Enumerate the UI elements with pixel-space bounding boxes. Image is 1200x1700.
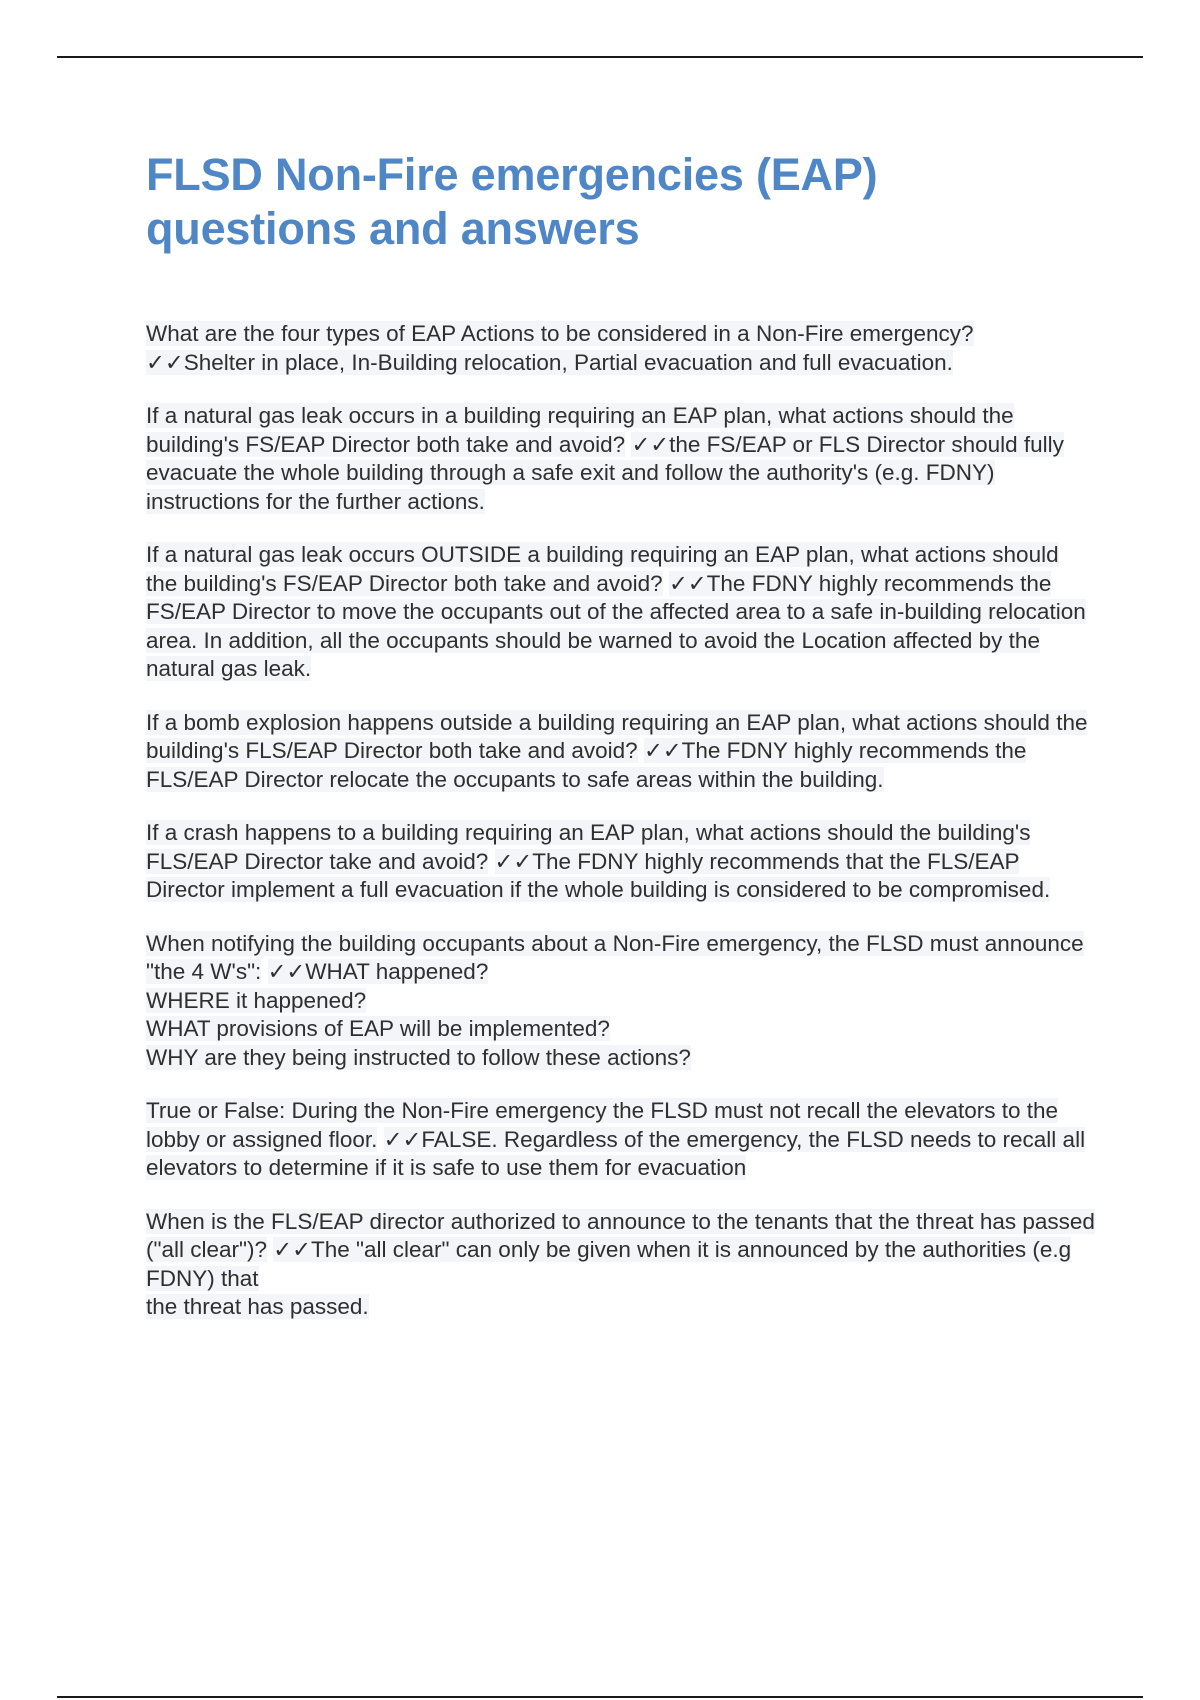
question-text: True or False: During the Non-Fire emergency the FLSD must not recall the elevators to the lobby or assigned floor. bbox=[146, 1098, 1059, 1152]
check-mark-icon: ✓✓ bbox=[643, 738, 682, 763]
question-text: If a natural gas leak occurs in a building requiring an EAP plan, what actions should the building's FS/EAP Director both take and avoid? bbox=[146, 403, 1014, 457]
question-text: When notifying the building occupants about a Non-Fire emergency, the FLSD must announce "the 4 W's": bbox=[146, 930, 1084, 984]
answer-text: The FDNY highly recommends the FS/EAP Director to move the occupants out of the affected area to a safe in-building relocation area. In addition, all the occupants should be warned to avoid the Location affected by the natural gas leak. bbox=[146, 570, 1086, 681]
qa-item-6 bbox=[146, 930, 1096, 1073]
question-text: If a natural gas leak occurs OUTSIDE a building requiring an EAP plan, what actions should the building's FS/EAP Director both take and avoid? bbox=[146, 542, 1059, 596]
question-text: If a bomb explosion happens outside a building requiring an EAP plan, what actions should the building's FLS/EAP Director both take and avoid? bbox=[146, 709, 1088, 763]
qa-item-8 bbox=[146, 1208, 1096, 1322]
header-rule bbox=[57, 56, 1143, 58]
answer-text: Shelter in place, In-Building relocation, Partial evacuation and full evacuation. bbox=[183, 349, 953, 375]
answer-text: The FDNY highly recommends that the FLS/EAP Director implement a full evacuation if the whole building is considered to be compromised. bbox=[146, 848, 1051, 902]
answer-text: The FDNY highly recommends the FLS/EAP Director relocate the occupants to safe areas within the building. bbox=[146, 738, 1027, 792]
document-body bbox=[146, 148, 1096, 1347]
check-mark-icon: ✓✓ bbox=[668, 570, 707, 596]
qa-item-1 bbox=[146, 320, 1096, 377]
question-text: What are the four types of EAP Actions to be considered in a Non-Fire emergency? bbox=[146, 321, 974, 346]
qa-item-7 bbox=[146, 1097, 1096, 1183]
answer-text: FALSE. Regardless of the emergency, the FLSD needs to recall all elevators to determine if it is safe to use them for evacuation bbox=[146, 1126, 1086, 1180]
check-mark-icon: ✓✓ bbox=[631, 431, 670, 457]
question-text: When is the FLS/EAP director authorized to announce to the tenants that the threat has passed ("all clear")? bbox=[146, 1208, 1095, 1262]
answer-text: The "all clear" can only be given when it is announced by the authorities (e.g FDNY) that the threat has passed. bbox=[146, 1237, 1072, 1319]
footer-rule bbox=[57, 1696, 1143, 1698]
qa-item-3 bbox=[146, 541, 1096, 684]
check-mark-icon: ✓✓ bbox=[273, 1237, 311, 1262]
check-mark-icon: ✓✓ bbox=[383, 1126, 422, 1152]
check-mark-icon: ✓✓ bbox=[146, 349, 184, 375]
question-text: If a crash happens to a building requiring an EAP plan, what actions should the building's FLS/EAP Director take and avoid? bbox=[146, 820, 1031, 874]
check-mark-icon: ✓✓ bbox=[267, 959, 306, 984]
qa-item-5 bbox=[146, 819, 1096, 905]
answer-text: WHAT happened? WHERE it happened? WHAT provisions of EAP will be implemented? WHY are they being instructed to follow these actions? bbox=[146, 959, 691, 1070]
check-mark-icon: ✓✓ bbox=[494, 848, 533, 874]
answer-text: the FS/EAP or FLS Director should fully evacuate the whole building through a safe exit and follow the authority's (e.g. FDNY) instructions for the further actions. bbox=[146, 431, 1064, 514]
qa-item-2 bbox=[146, 402, 1096, 516]
qa-item-4 bbox=[146, 709, 1096, 795]
document-title: FLSD Non-Fire emergencies (EAP) questions and answers bbox=[146, 149, 878, 254]
